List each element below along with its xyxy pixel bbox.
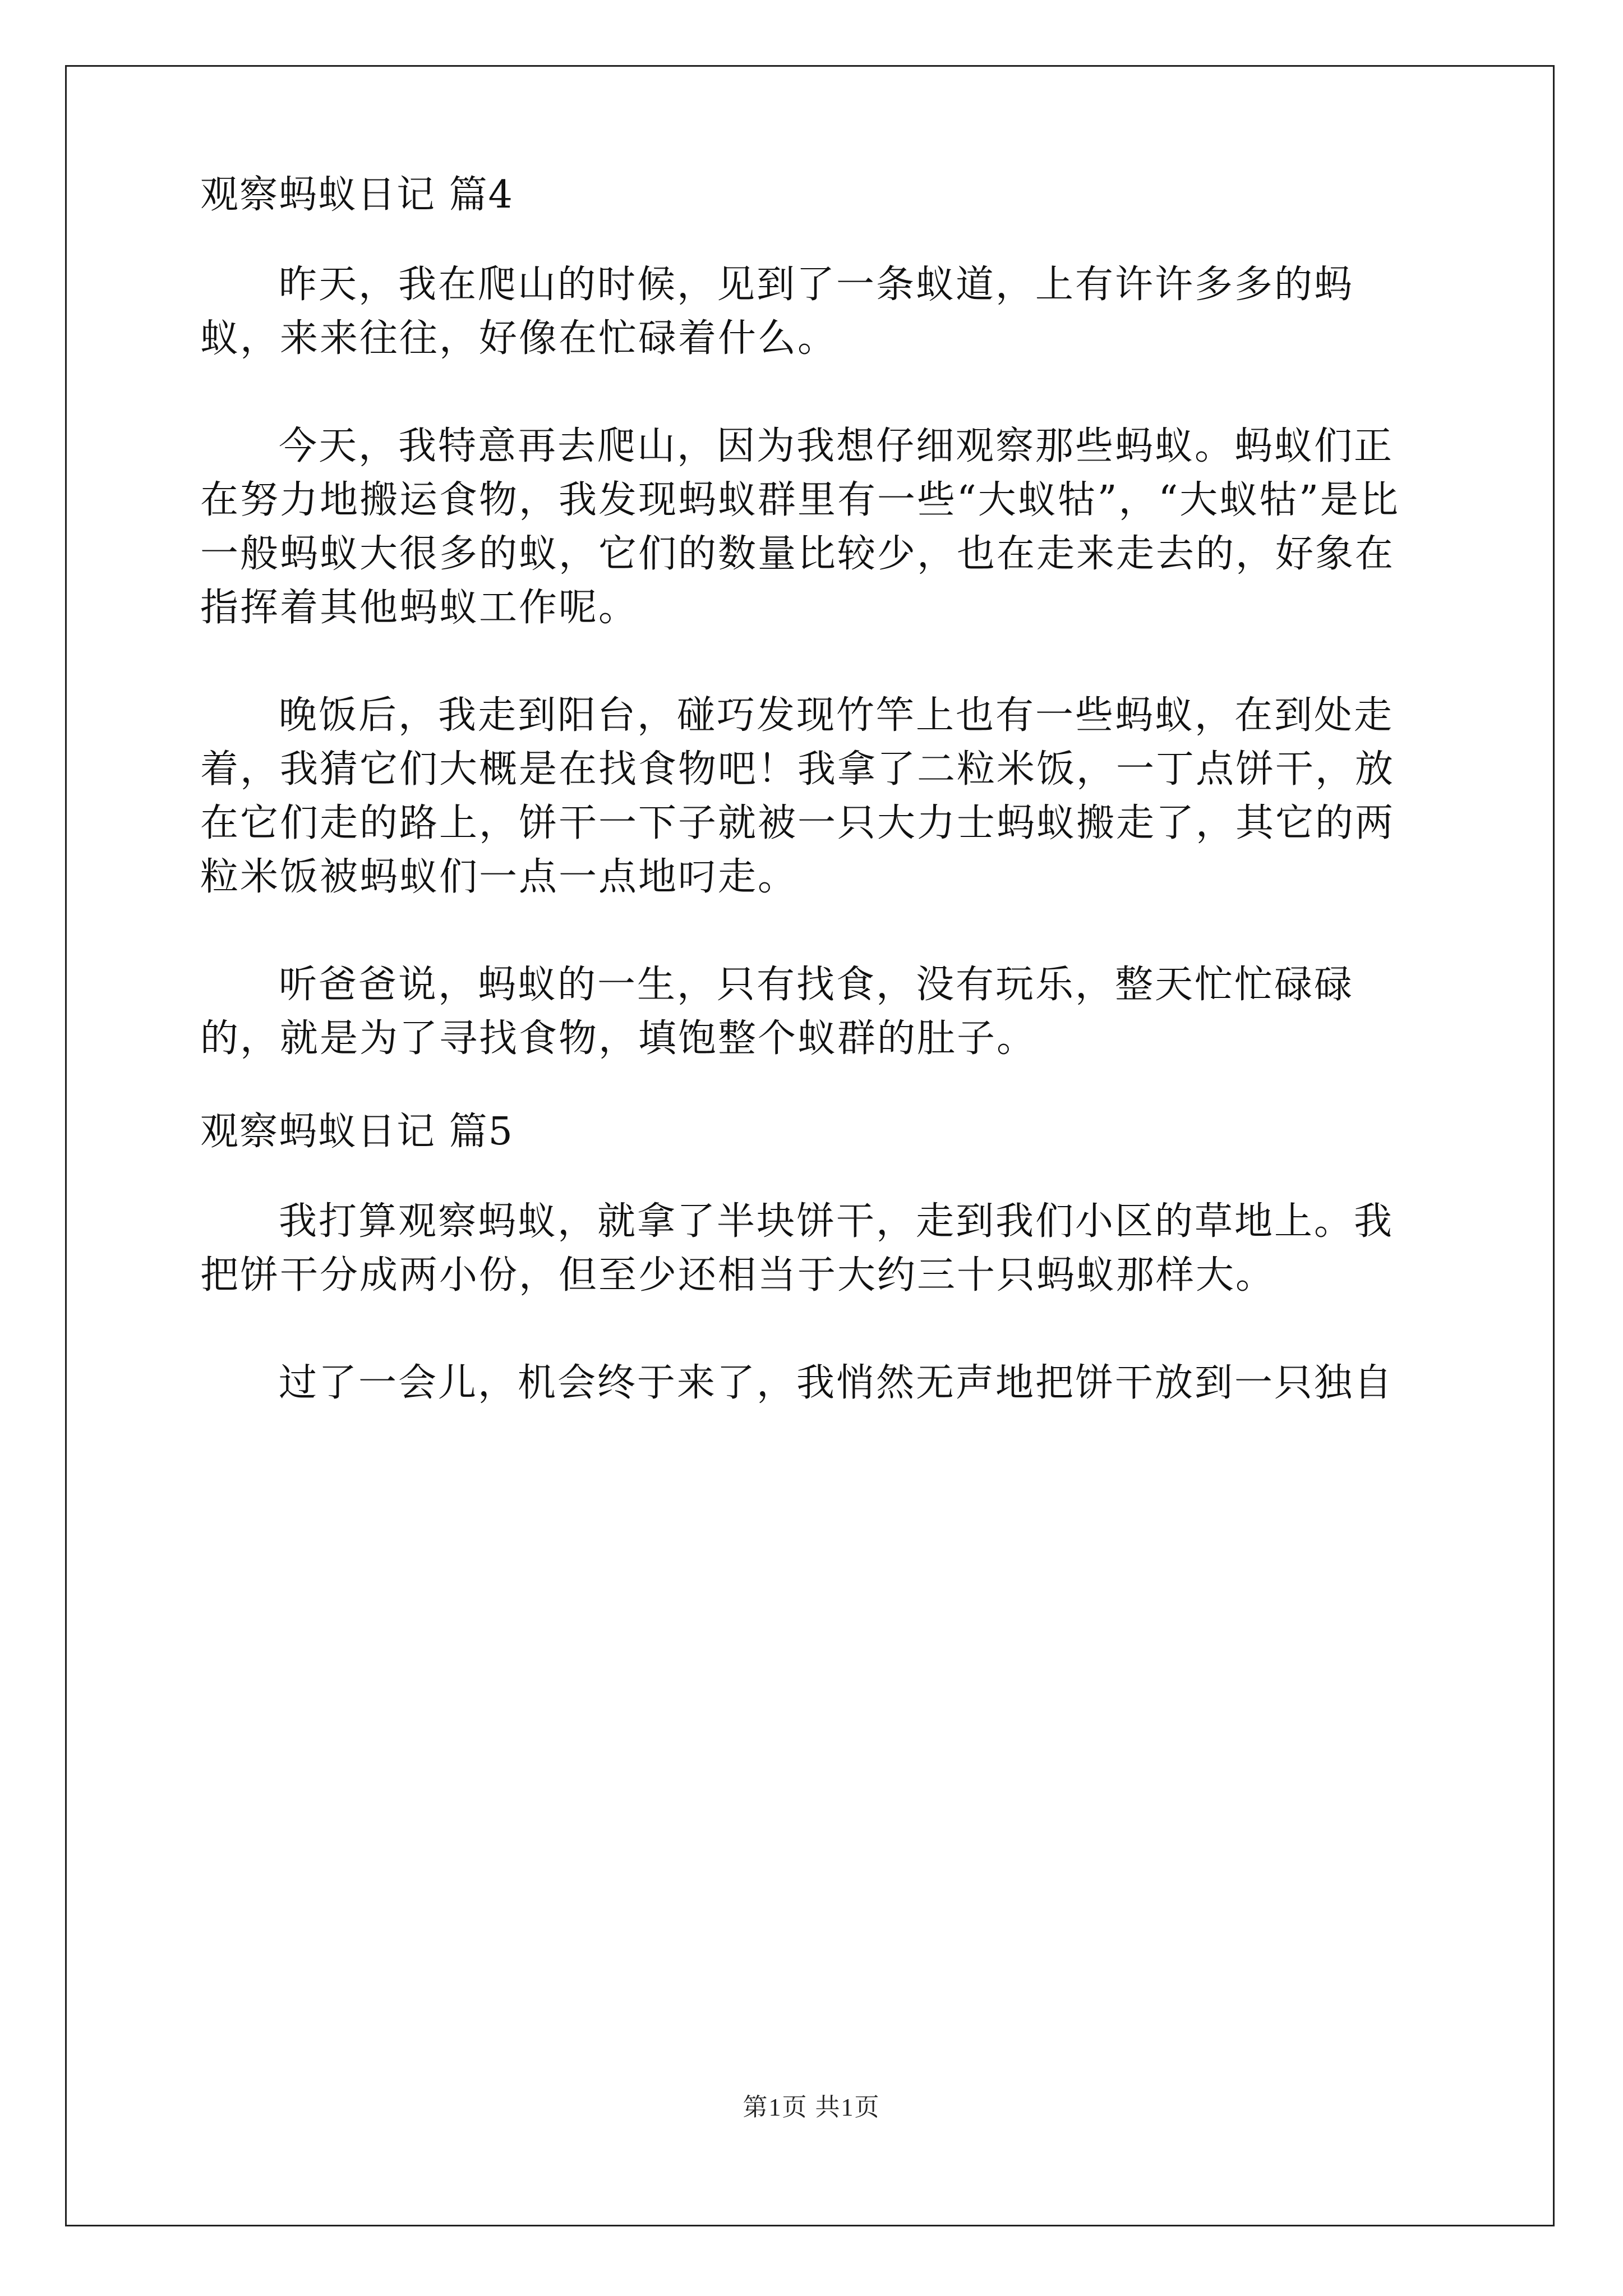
section-title-5: 观察蚂蚁日记 篇5: [200, 1110, 514, 1154]
paragraph: 昨天，我在爬山的时候，见到了一条蚁道，上有许许多多的蚂蚁，来来往往，好像在忙碌着什么。: [200, 263, 1354, 361]
paragraph: 过了一会儿，机会终于来了，我悄然无声地把饼干放到一只独自: [279, 1361, 1394, 1405]
paragraph: 今天，我特意再去爬山，因为我想仔细观察那些蚂蚁。蚂蚁们正在努力地搬运食物，我发现蚂蚁群里有一些“大蚁牯”，“大蚁牯”是比一般蚂蚁大很多的蚁，它们的数量比较少，也在走来走去的，好象在指挥着其他蚂蚁工作呢。: [200, 424, 1400, 630]
paragraph: 晚饭后，我走到阳台，碰巧发现竹竿上也有一些蚂蚁，在到处走着，我猜它们大概是在找食物吧！我拿了二粒米饭，一丁点饼干，放在它们走的路上，饼干一下子就被一只大力士蚂蚁搬走了，其它的两粒米饭被蚂蚁们一点一点地叼走。: [200, 693, 1395, 899]
paragraph: 听爸爸说，蚂蚁的一生，只有找食，没有玩乐，整天忙忙碌碌的，就是为了寻找食物，填饱整个蚁群的肚子。: [200, 963, 1354, 1061]
paragraph: 我打算观察蚂蚁，就拿了半块饼干，走到我们小区的草地上。我把饼干分成两小份，但至少还相当于大约三十只蚂蚁那样大。: [200, 1199, 1394, 1297]
document-body: [200, 168, 1417, 1410]
page-footer: 第1页 共1页: [743, 2093, 880, 2121]
section-title-4: 观察蚂蚁日记 篇4: [200, 173, 514, 217]
